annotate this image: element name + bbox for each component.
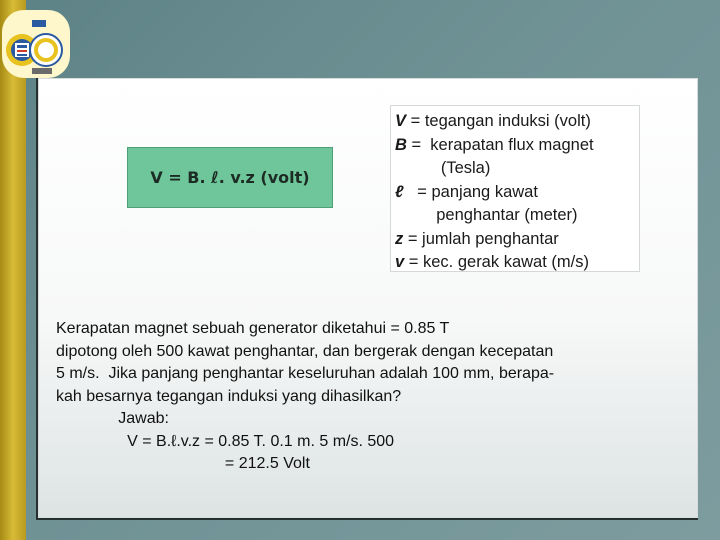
definition-symbol: B [395,135,407,154]
definition-line [395,157,639,181]
institution-logo [2,10,70,78]
problem-line: kah besarnya tegangan induksi yang dihasilkan? [56,387,402,405]
definition-text: (Tesla) [395,159,491,177]
definition-line [395,181,639,205]
definition-line [395,228,639,252]
definition-line [395,251,639,275]
answer-calculation: V = B.ℓ.v.z = 0.85 T. 0.1 m. 5 m/s. 500 [56,432,395,450]
definition-line [395,110,639,134]
definition-symbol: ℓ [395,182,404,201]
decorative-gold-bar [0,0,26,540]
formula-text: V = B. ℓ. v.z (volt) [150,168,310,187]
formula-box [127,147,333,208]
definition-line [395,204,639,228]
problem-line: 5 m/s. Jika panjang penghantar keseluruhan adalah 100 mm, berapa- [56,365,555,382]
definition-symbol: z [395,229,404,248]
definition-symbol: V [395,112,407,130]
definitions-box [390,105,640,272]
definition-text: = tegangan induksi (volt) [406,112,591,130]
definition-text: = jumlah penghantar [403,229,559,248]
definition-text: penghantar (meter) [395,206,578,224]
answer-result: = 212.5 Volt [56,455,310,472]
definition-text: = kerapatan flux magnet [406,135,594,154]
problem-line: dipotong oleh 500 kawat penghantar, dan bergerak dengan kecepatan [56,342,554,360]
answer-label: Jawab: [56,410,169,427]
problem-line: Kerapatan magnet sebuah generator diketahui = 0.85 T [56,320,450,337]
definition-text: = panjang kawat [403,182,538,201]
definition-text: = kec. gerak kawat (m/s) [404,253,589,271]
definition-symbol: v [395,253,405,271]
definition-line [395,134,639,158]
problem-text-block [56,318,656,476]
